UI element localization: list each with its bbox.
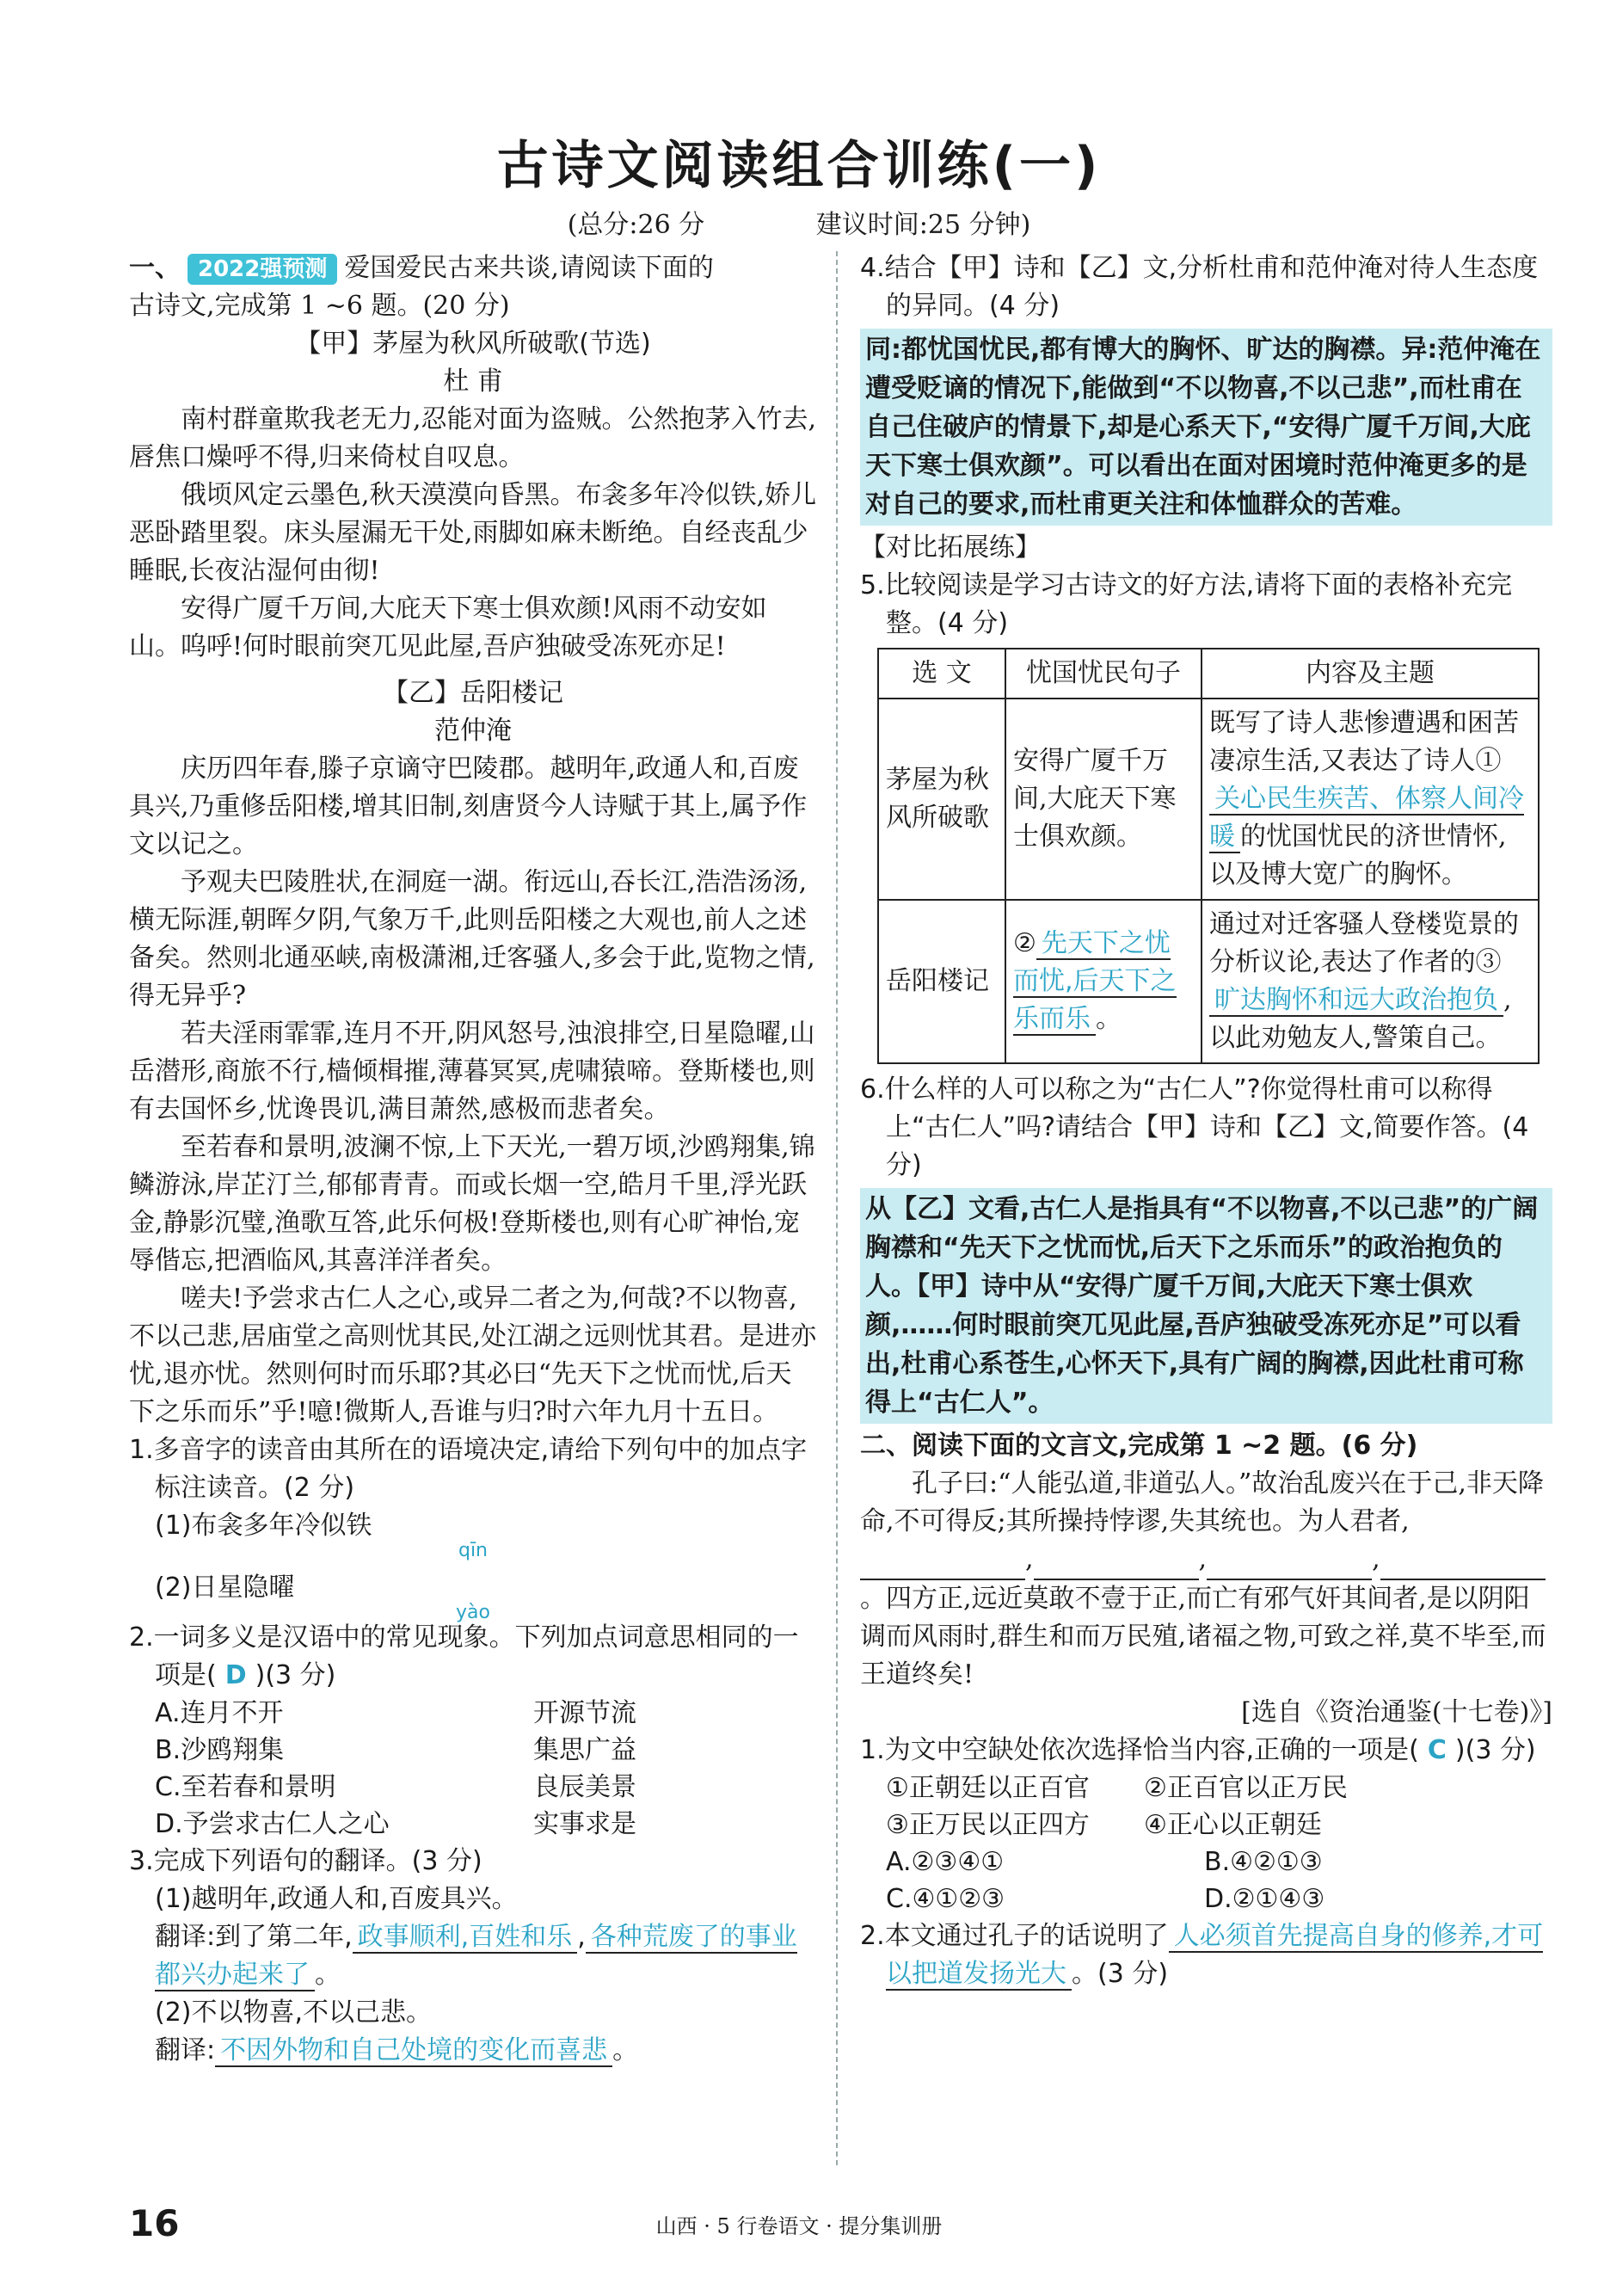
total-score: (总分:26 分 xyxy=(567,210,705,240)
s2q2-answer: 人必须首先提高自身的修养,才可以把道发扬光大 xyxy=(886,1921,1544,1989)
question-1: 1.多音字的读音由其所在的语境决定,请给下列句中的加点字标注读音。(2 分) xyxy=(129,1435,808,1503)
table-cell: 通过对迁客骚人登楼览景的分析议论,表达了作者的③旷达胸怀和远大政治抱负 ,以此劝勉友人,警策自己。 xyxy=(1202,900,1539,1063)
q2-option: C.至若春和景明 良辰美景 xyxy=(155,1772,636,1802)
s2q1-items: ①正朝廷以正百官 ②正百官以正万民 xyxy=(886,1773,1348,1803)
blank-3-answer: 旷达胸怀和远大政治抱负 xyxy=(1209,985,1503,1017)
section-one-intro: 一、 2022强预测 爱国爱民古来共谈,请阅读下面的 xyxy=(129,253,714,283)
section-two-text: 孔子曰:“人能弘道,非道弘人。”故治乱废兴在于己,非天降命,不可得反;其所操持悖谬,失其统也。为人君者, , , , 。四方正,远近莫敢不壹于正,而亡有邪气奸其间者,是以阴阳调而风雨时,群生和而万民殖,诸福之物,可致之祥,莫不毕至,而王道终矣! xyxy=(860,1468,1546,1690)
q2-option: D.予尝求古仁人之心 实事求是 xyxy=(155,1809,636,1839)
prose-title: 【乙】岳阳楼记 xyxy=(383,678,563,708)
s2q1-answer: C xyxy=(1427,1735,1447,1765)
table-cell: 既写了诗人悲惨遭遇和困苦凄凉生活,又表达了诗人①关心民生疾苦、体察人间冷暖 的忧国忧民的济世情怀,以及博大宽广的胸怀。 xyxy=(1202,699,1539,900)
table-row xyxy=(878,699,1539,900)
q2-option: A.连月不开 开源节流 xyxy=(155,1698,636,1728)
comparison-table xyxy=(877,648,1540,1064)
q6-answer: 从【乙】文看,古仁人是指具有“不以物喜,不以己悲”的广阔胸襟和“先天下之忧而忧,后天下之乐而乐”的政治抱负的人。【甲】诗中从“安得广厦千万间,大庇天下寒士俱欢颜,……何时眼前突兀见此屋,吾庐独破受冻死亦足”可以看出,杜甫心系苍生,心怀天下,具有广阔的胸襟,因此杜甫可称得上“古仁人”。 xyxy=(860,1188,1552,1424)
prediction-badge: 2022强预测 xyxy=(187,254,337,285)
page-title: 古诗文阅读组合训练(一) xyxy=(496,136,1102,196)
s2q1-items: ③正万民以正四方 ④正心以正朝廷 xyxy=(886,1810,1322,1840)
s2q1-options: A.②③④① B.④②①③ xyxy=(886,1847,1323,1877)
prose-paragraph: 庆历四年春,滕子京谪守巴陵郡。越明年,政通人和,百废具兴,乃重修岳阳楼,增其旧制,刻唐贤今人诗赋于其上,属予作文以记之。 xyxy=(129,754,808,859)
source-citation: [选自《资治通鉴(十七卷)》] xyxy=(1241,1697,1552,1727)
table-cell: ② 先天下之忧而忧,后天下之乐而乐 。 xyxy=(1005,900,1202,1063)
blank-1-answer: 关心民生疾苦、体察人间冷暖 xyxy=(1209,784,1524,852)
table-row xyxy=(878,900,1539,1063)
left-column: 一、 2022强预测 爱国爱民古来共谈,请阅读下面的 古诗文,完成第 1 ~6 题。(20 分) 【甲】茅屋为秋风所破歌(节选) 杜 甫 南村群童欺我老无力,忍能对面为盗贼。公然抱茅入竹去,唇焦口燥呼不得,归来倚杖自叹息。 俄顷风定云墨色,秋天漠漠向昏黑。布衾多年冷似铁,娇儿恶卧踏里裂。床头屋漏无干处,雨脚如麻未断绝。自经丧乱少睡眠,长夜沾湿何由彻! 安得广厦千万间,大庇天下寒士俱欢颜!风雨不动安如山。呜呼!何时眼前突兀见此屋,吾庐独破受冻死亦足! 【乙】岳阳楼记 范仲淹 庆历四年春,滕子京谪守巴陵郡。越明年,政通人和,百废具兴,乃重修岳阳楼,增其旧制,刻唐贤今人诗赋于其上,属予作文以记之。 予观夫巴陵胜状,在洞庭一湖。衔远山,吞长江,浩浩汤汤,横无际涯,朝晖夕阴,气象万千,此则岳阳楼之大观也,前人之述备矣。然则北通巫峡,南极潇湘,迁客骚人,多会于此,览物之情,得无异乎? 若夫淫雨霏霏,连月不开,阴风怒号,浊浪排空,日星隐曜,山岳潜形,商旅不行,樯倾楫摧,薄暮冥冥,虎啸猿啼。登斯楼也,则有去国怀乡,忧谗畏讥,满目萧然,感极而悲者矣。 至若春和景明,波澜不惊,上下天光,一碧万顷,沙鸥翔集,锦鳞游泳,岸芷汀兰,郁郁青青。而或长烟一空,皓月千里,浮光跃金,静影沉璧,渔歌互答,此乐何极!登斯楼也,则有心旷神怡,宠辱偕忘,把酒临风,其喜洋洋者矣。 嗟夫!予尝求古仁人之心,或异二者之为,何哉?不以物喜,不以己悲,居庙堂之高则忧其民,处江湖之远则忧其君。是进亦忧,退亦忧。然则何时而乐耶?其必曰“先天下之忧而忧,后天下之乐而乐”乎!噫!微斯人,吾谁与归?时六年九月十五日。 1.多音字的读音由其所在的语境决定,请给下列句中的加点字标注读音。(2 分) (1)布衾多年冷似铁 qīn (2)日星隐曜 yào 2.一词多义是汉语中的常见现象。下列加点词意思相同的一项是( D )(3 分) A.连月不开 开源节流 B.沙鸥翔集 集思广益 C.至若春和景明 良辰美景 D.予尝求古仁人之心 实事求是 3.完成下列语句的翻译。(3 分) (1)越明年,政通人和,百废具兴。 翻译:到了第二年, 政事顺利,百姓和乐 , 各种荒废了的事业都兴办起来了 。 (2)不以物喜,不以己悲。 翻译: 不因外物和自己处境的变化而喜悲 。 xyxy=(129,249,817,2070)
suggested-time: 建议时间:25 分钟) xyxy=(815,210,1031,240)
question-5: 5.比较阅读是学习古诗文的好方法,请将下面的表格补充完整。(4 分) xyxy=(860,570,1513,638)
extension-label: 【对比拓展练】 xyxy=(860,532,1041,563)
q4-answer: 同:都忧国忧民,都有博大的胸怀、旷达的胸襟。异:范仲淹在遭受贬谪的情况下,能做到“不以物喜,不以己悲”,而杜甫在自己住破庐的情景下,却是心系天下,“安得广厦千万间,大庇天下寒士俱欢颜”。可以看出在面对困境时范仲淹更多的是对自己的要求,而杜甫更关注和体恤群众的苦难。 xyxy=(860,329,1552,526)
s2q1-options: C.④①②③ D.②①④③ xyxy=(886,1884,1325,1914)
prose-paragraph: 嗟夫!予尝求古仁人之心,或异二者之为,何哉?不以物喜,不以己悲,居庙堂之高则忧其民,处江湖之远则忧其君。是进亦忧,退亦忧。然则何时而乐耶?其必曰“先天下之忧而忧,后天下之乐而乐”乎!噫!微斯人,吾谁与归?时六年九月十五日。 xyxy=(129,1283,817,1427)
q3-translation-2: 翻译: 不因外物和自己处境的变化而喜悲 。 xyxy=(155,2035,639,2065)
prose-paragraph: 若夫淫雨霏霏,连月不开,阴风怒号,浊浪排空,日星隐曜,山岳潜形,商旅不行,樯倾楫摧,薄暮冥冥,虎啸猿啼。登斯楼也,则有去国怀乡,忧谗畏讥,满目萧然,感极而悲者矣。 xyxy=(129,1019,815,1124)
q3-translation-1: 翻译:到了第二年, 政事顺利,百姓和乐 , 各种荒废了的事业都兴办起来了 。 xyxy=(155,1922,797,1990)
prose-author: 范仲淹 xyxy=(434,716,512,746)
poem-stanza: 安得广厦千万间,大庇天下寒士俱欢颜!风雨不动安如山。呜呼!何时眼前突兀见此屋,吾庐独破受冻死亦足! xyxy=(129,594,767,662)
right-column xyxy=(860,249,1552,1993)
prose-paragraph: 予观夫巴陵胜状,在洞庭一湖。衔远山,吞长江,浩浩汤汤,横无际涯,朝晖夕阴,气象万千,此则岳阳楼之大观也,前人之述备矣。然则北通巫峡,南极潇湘,迁客骚人,多会于此,览物之情,得无异乎? xyxy=(129,867,815,1011)
q2-option: B.沙鸥翔集 集思广益 xyxy=(155,1735,636,1765)
blank-2-answer: 先天下之忧而忧,后天下之乐而乐 xyxy=(1013,928,1177,1034)
q3-sentence-2: (2)不以物喜,不以己悲。 xyxy=(155,1997,433,2028)
poem-author: 杜 甫 xyxy=(443,366,503,397)
poem-title: 【甲】茅屋为秋风所破歌(节选) xyxy=(295,329,651,359)
column-divider xyxy=(836,251,838,2165)
question-2: 2.一词多义是汉语中的常见现象。下列加点词意思相同的一项是( D )(3 分) xyxy=(129,1622,799,1690)
table-header-row xyxy=(878,649,1539,699)
table-header: 内容及主题 xyxy=(1202,649,1539,699)
section-two-question-2: 2.本文通过孔子的话说明了 人必须首先提高自身的修养,才可以把道发扬光大 。(3 分) xyxy=(860,1921,1544,1989)
q3-sentence-1: (1)越明年,政通人和,百废具兴。 xyxy=(155,1884,518,1914)
subtitle xyxy=(0,203,1598,241)
q2-answer: D xyxy=(224,1660,247,1690)
table-header: 选 文 xyxy=(878,649,1005,699)
poem-stanza: 南村群童欺我老无力,忍能对面为盗贼。公然抱茅入竹去,唇焦口燥呼不得,归来倚杖自叹息。 xyxy=(129,404,817,472)
question-3: 3.完成下列语句的翻译。(3 分) xyxy=(129,1846,482,1876)
section-two-intro: 二、阅读下面的文言文,完成第 1 ~2 题。(6 分) xyxy=(860,1431,1418,1461)
table-cell: 茅屋为秋风所破歌 xyxy=(878,699,1005,900)
q1-item-b: (2)日星隐曜 xyxy=(155,1573,295,1603)
page-number: 16 xyxy=(129,2202,180,2244)
table-cell: 岳阳楼记 xyxy=(878,900,1005,1063)
question-6: 6.什么样的人可以称之为“古仁人”?你觉得杜甫可以称得上“古仁人”吗?请结合【甲】诗和【乙】文,简要作答。(4 分) xyxy=(860,1074,1529,1180)
table-header: 忧国忧民句子 xyxy=(1005,649,1202,699)
prose-paragraph: 至若春和景明,波澜不惊,上下天光,一碧万顷,沙鸥翔集,锦鳞游泳,岸芷汀兰,郁郁青青。而或长烟一空,皓月千里,浮光跃金,静影沉璧,渔歌互答,此乐何极!登斯楼也,则有心旷神怡,宠辱偕忘,把酒临风,其喜洋洋者矣。 xyxy=(129,1132,815,1276)
table-cell: 安得广厦千万间,大庇天下寒士俱欢颜。 xyxy=(1005,699,1202,900)
q1-item-a: (1)布衾多年冷似铁 xyxy=(155,1511,372,1541)
section-one-intro-2: 古诗文,完成第 1 ~6 题。(20 分) xyxy=(129,291,510,321)
question-4: 4.结合【甲】诗和【乙】文,分析杜甫和范仲淹对待人生态度的异同。(4 分) xyxy=(860,253,1539,321)
page-footer: 山西 · 5 行卷语文 · 提分集训册 xyxy=(655,2214,943,2238)
section-two-question-1: 1.为文中空缺处依次选择恰当内容,正确的一项是( C )(3 分) xyxy=(860,1735,1536,1765)
poem-stanza: 俄顷风定云墨色,秋天漠漠向昏黑。布衾多年冷似铁,娇儿恶卧踏里裂。床头屋漏无干处,雨脚如麻未断绝。自经丧乱少睡眠,长夜沾湿何由彻! xyxy=(129,480,817,586)
